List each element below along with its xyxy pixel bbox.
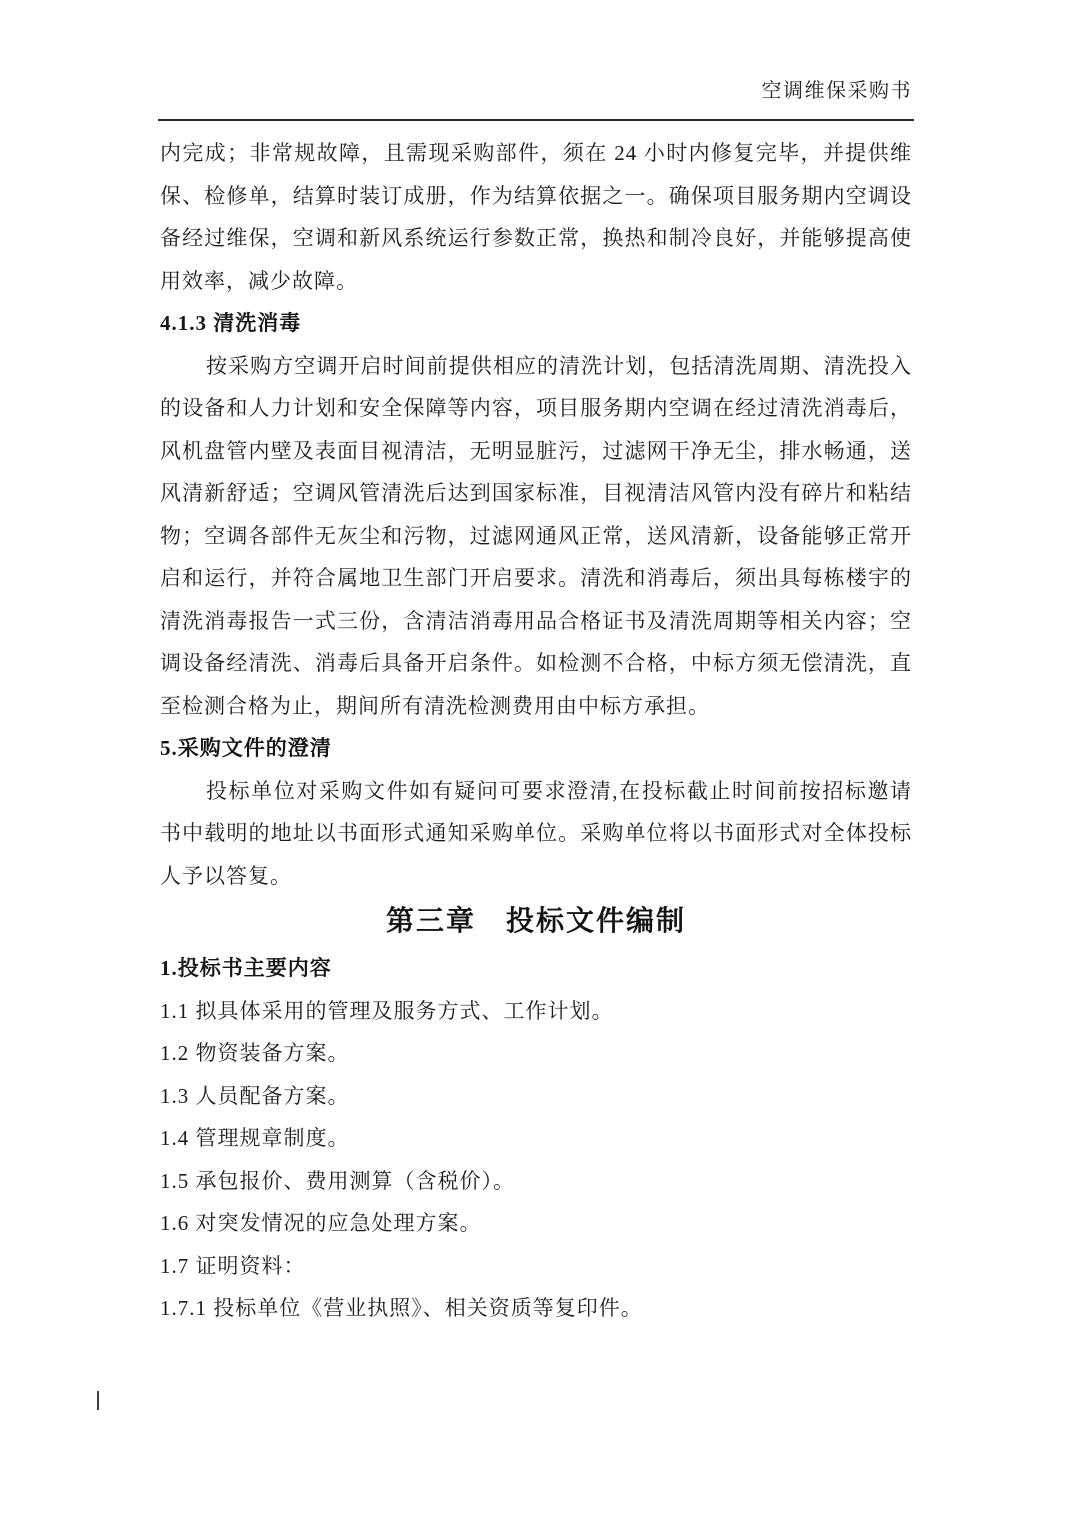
chapter-title: 第三章 投标文件编制	[385, 906, 686, 937]
list-item-1-1: 1.1 拟具体采用的管理及服务方式、工作计划。	[160, 998, 614, 1023]
clarification-paragraph: 投标单位对采购文件如有疑问可要求澄清,在投标截止时间前按招标邀请书中载明的地址以书面形式通知采购单位。采购单位将以书面形式对全体投标人予以答复。	[160, 778, 912, 888]
list-item-1-7-1: 1.7.1 投标单位《营业执照》、相关资质等复印件。	[160, 1296, 643, 1320]
list-item-1-7: 1.7 证明资料：	[160, 1253, 306, 1278]
page-header	[160, 78, 912, 104]
section-heading-bid-book: 1.投标书主要内容	[160, 956, 332, 980]
list-item-1-5: 1.5 承包报价、费用测算（含税价）。	[160, 1168, 515, 1193]
list-item-1-4: 1.4 管理规章制度。	[160, 1126, 350, 1150]
section-heading-clarification: 5.采购文件的澄清	[160, 736, 332, 760]
list-item-1-6: 1.6 对突发情况的应急处理方案。	[160, 1211, 482, 1235]
header-rule	[158, 119, 914, 121]
document-body	[160, 132, 912, 1330]
list-item-1-3: 1.3 人员配备方案。	[160, 1083, 350, 1108]
header-title: 空调维保采购书	[761, 80, 912, 102]
cleaning-paragraph: 按采购方空调开启时间前提供相应的清洗计划，包括清洗周期、清洗投入的设备和人力计划和安全保障等内容，项目服务期内空调在经过清洗消毒后，风机盘管内壁及表面目视清洁，无明显脏污，过滤网干净无尘，排水畅通，送风清新舒适；空调风管清洗后达到国家标准，目视清洁风管内没有碎片和粘结物；空调各部件无灰尘和污物，过滤网通风正常，送风清新，设备能够正常开启和运行，并符合属地卫生部门开启要求。清洗和消毒后，须出具每栋楼宇的清洗消毒报告一式三份，含清洁消毒用品合格证书及清洗周期等相关内容；空调设备经清洗、消毒后具备开启条件。如检测不合格，中标方须无偿清洗，直至检测合格为止，期间所有清洗检测费用由中标方承担。	[160, 353, 912, 718]
margin-change-bar	[97, 1391, 99, 1410]
section-heading-cleaning: 4.1.3 清洗消毒	[160, 311, 302, 335]
intro-paragraph: 内完成；非常规故障，且需现采购部件，须在 24 小时内修复完毕，并提供维保、检修单，结算时装订成册，作为结算依据之一。确保项目服务期内空调设备经过维保，空调和新风系统运行参数正常，换热和制冷良好，并能够提高使用效率，减少故障。	[160, 141, 912, 293]
list-item-1-2: 1.2 物资装备方案。	[160, 1041, 350, 1065]
